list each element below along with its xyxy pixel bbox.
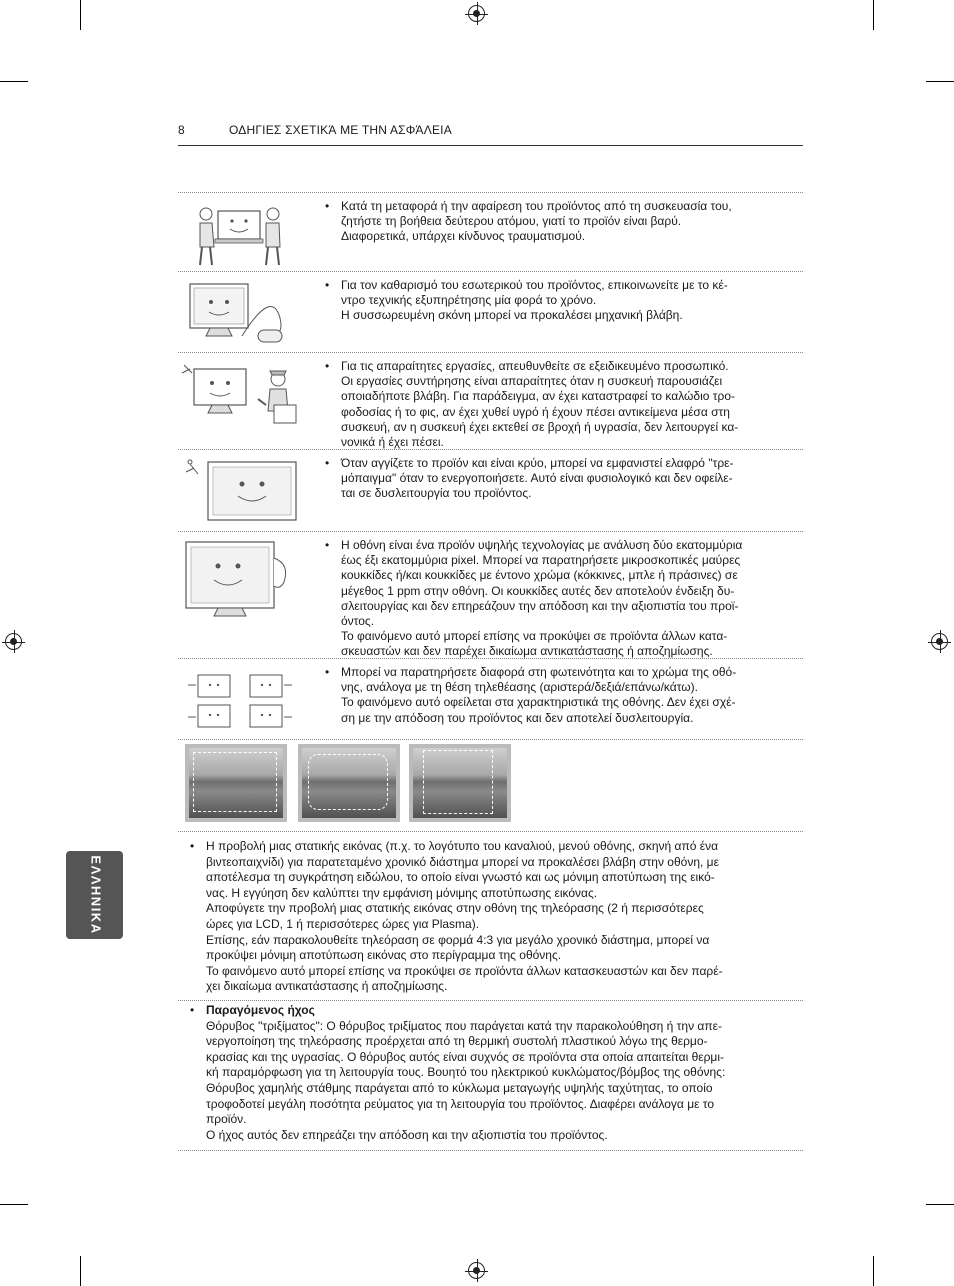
text-line: ται σε δυσλειτουργία του προϊόντος. <box>341 486 532 501</box>
retention-frame <box>308 754 388 810</box>
registration-mark-icon <box>931 633 948 650</box>
text-line: ντρο τεχνικής εξυπηρέτησης μία φορά το χρόνο. <box>341 293 597 308</box>
text-line: • Όταν αγγίζετε το προϊόν και είναι κρύο, μπορεί να εμφανιστεί ελαφρό "τρε- <box>341 456 734 470</box>
registration-mark-icon <box>468 1262 485 1279</box>
text-line: προκύψει μόνιμη αποτύπωση εικόνας στο περίγραμμα της οθόνης. <box>206 948 562 963</box>
safety-row <box>178 449 803 532</box>
text-line: Το φαινόμενο αυτό οφείλεται στα χαρακτηριστικά της οθόνης. Δεν έχει σχέ- <box>341 695 736 710</box>
safety-row <box>178 658 803 740</box>
safety-row <box>178 271 803 353</box>
text-line: • Μπορεί να παρατηρήσετε διαφορά στη φωτεινότητα και το χρώμα της οθό- <box>341 665 737 679</box>
text-line: Το φαινόμενο αυτό μπορεί επίσης να προκύψει σε προϊόντα άλλων κατα- <box>341 629 728 644</box>
text-line: όντος. <box>341 614 375 629</box>
text-line: βιντεοπαιχνίδι) για παρατεταμένο χρονικό διάστημα μπορεί να προκαλέσει βλάβη στην οθόνη, με <box>206 854 719 869</box>
language-tab-label: ΕΛΛΗΝΙΚΑ <box>88 855 104 935</box>
noise-heading: • Παραγόμενος ήχος <box>206 1003 315 1017</box>
text-line: Επίσης, εάν παρακολουθείτε τηλεόραση σε φορμά 4:3 για μεγάλο χρονικό διάστημα, μπορεί να <box>206 932 710 947</box>
noise-section <box>190 1003 802 1143</box>
crop-mark <box>80 0 81 30</box>
tv-viewing-angles-icon <box>180 665 298 735</box>
text-line: αποτέλεσμα τη συγκράτηση ειδώλου, το οποίο είναι γνωστό και ως μόνιμη αποτύπωση της εικό- <box>206 870 715 885</box>
text-line: ζητήστε τη βοήθεια δεύτερου ατόμου, γιατί το προϊόν είναι βαρύ. <box>341 214 682 229</box>
divider <box>178 739 803 740</box>
divider <box>178 1000 803 1001</box>
text-line: ώρες για LCD, 1 ή περισσότερες ώρες για Plasma). <box>206 916 480 931</box>
safety-text <box>325 278 801 324</box>
safety-row <box>178 352 803 450</box>
crop-mark <box>80 1256 81 1286</box>
text-line: Αποφύγετε την προβολή μιας στατικής εικόνας στην οθόνη της τηλεόρασης (2 ή περισσότερες <box>206 901 704 916</box>
language-tab <box>66 851 123 939</box>
text-line: Ο ήχος αυτός δεν επηρεάζει την απόδοση και την αξιοπιστία του προϊόντος. <box>206 1127 608 1142</box>
text-line: • Η οθόνη είναι ένα προϊόν υψηλής τεχνολογίας με ανάλυση δύο εκατομμύρια <box>341 538 743 552</box>
text-line: νης, ανάλογα με τη θέση τηλεθέασης (αριστερά/δεξιά/επάνω/κάτω). <box>341 680 698 695</box>
page-title: ΟΔΗΓΙΕΣ ΣΧΕΤΙΚΆ ΜΕ ΤΗΝ ΑΣΦΆΛΕΙΑ <box>229 123 452 137</box>
text-line: προϊόν. <box>206 1112 247 1127</box>
text-line: ση με την απόδοση του προϊόντος και δεν αποτελεί δυσλειτουργία. <box>341 710 694 725</box>
text-line: Διαφορετικά, υπάρχει κίνδυνος τραυματισμού. <box>341 229 586 244</box>
crop-mark <box>0 1204 28 1205</box>
crop-mark <box>873 1256 874 1286</box>
crop-mark <box>873 0 874 30</box>
safety-text <box>325 665 801 726</box>
text-line: Η συσσωρευμένη σκόνη μπορεί να προκαλέσει μηχανική βλάβη. <box>341 308 683 323</box>
retention-frame <box>423 750 493 814</box>
safety-row <box>178 192 803 272</box>
text-line: χει δικαίωμα αντικατάστασης ή αποζημίωσης. <box>206 979 448 994</box>
text-line: τροφοδοτεί μεγάλη ποσότητα ρεύματος για τη λειτουργία του προϊόντος. Διαφέρει ανάλογα με το <box>206 1096 715 1111</box>
divider <box>178 1150 803 1151</box>
text-line: νεργοποίηση της τηλεόρασης προέρχεται από τη θερμική συστολή πλαστικού λόγω της θερμο- <box>206 1034 708 1049</box>
image-retention-photo-2 <box>298 744 400 822</box>
text-line: συσκευή, αν η συσκευή έχει εκτεθεί σε βροχή ή υγρασία, δεν λειτουργεί κα- <box>341 419 739 434</box>
text-line: έως έξι εκατομμύρια pixel. Μπορεί να παρατηρήσετε μικροσκοπικές μαύρες <box>341 553 741 568</box>
text-line: Θόρυβος χαμηλής στάθμης παράγεται από το κύκλωμα μεταγωγής υψηλής ταχύτητας, το οποίο <box>206 1080 713 1095</box>
registration-mark-icon <box>468 5 485 22</box>
text-line: κρασίας και της υγρασίας. Ο θόρυβος αυτός είναι συχνός σε προϊόντα στα οποία απαιτείται θερμι- <box>206 1049 725 1064</box>
text-line: κουκκίδες ή/και κουκκίδες με έντονο χρώμα (κόκκινες, μπλε ή πράσινες) σε <box>341 568 738 583</box>
tv-technician-icon <box>180 359 298 429</box>
text-line: κή παραμόρφωση για τη λειτουργία τους. Βουητό του ηλεκτρικού κυκλώματος/βόμβος της οθόνης: <box>206 1065 726 1080</box>
static-image-warning <box>190 839 802 995</box>
text-line: φοδοσίας ή το φις, αν έχει χυθεί υγρό ή έχουν πέσει αντικείμενα μέσα στη <box>341 404 730 419</box>
text-line: σλειτουργίας και δεν επηρεάζουν την απόδοση και την αξιοπιστία του προϊ- <box>341 598 739 613</box>
text-line: νας. Η εγγύηση δεν καλύπτει την εμφάνιση μόνιμης αποτύπωσης εικόνας. <box>206 885 598 900</box>
tv-cold-touch-icon <box>180 456 298 526</box>
image-retention-photo-1 <box>185 744 287 822</box>
text-line: • Για τον καθαρισμό του εσωτερικού του προϊόντος, επικοινωνείτε με το κέ- <box>341 278 728 292</box>
retention-frame <box>193 752 277 812</box>
image-retention-photo-3 <box>409 744 511 822</box>
safety-text <box>325 538 801 660</box>
divider <box>178 831 803 832</box>
tv-vacuum-cleaner-icon <box>180 278 298 348</box>
crop-mark <box>0 81 28 82</box>
text-line: Οι εργασίες συντήρησης είναι απαραίτητες όταν η συσκευή παρουσιάζει <box>341 374 723 389</box>
text-line: οποιαδήποτε βλάβη. Για παράδειγμα, αν έχει καταστραφεί το καλώδιο τρο- <box>341 389 735 404</box>
two-people-carrying-tv-icon <box>180 199 298 269</box>
safety-text <box>325 199 801 245</box>
registration-mark-icon <box>5 633 22 650</box>
safety-row <box>178 531 803 659</box>
text-line: Το φαινόμενο αυτό μπορεί επίσης να προκύψει σε προϊόντα άλλων κατασκευαστών και δεν παρέ- <box>206 963 723 978</box>
text-line: • Κατά τη μεταφορά ή την αφαίρεση του προϊόντος από τη συσκευασία του, <box>341 199 732 213</box>
crop-mark <box>926 81 954 82</box>
page-number: 8 <box>178 123 185 137</box>
text-line: σκευαστών και δεν παρέχει δικαίωμα αντικατάστασης ή αποζημίωσης. <box>341 644 713 659</box>
text-line: μόπαιγμα" όταν το ενεργοποιήσετε. Αυτό είναι φυσιολογικό και δεν οφείλε- <box>341 471 733 486</box>
text-line: νονικά ή έχει πέσει. <box>341 435 444 450</box>
safety-text <box>325 456 801 502</box>
text-line: μέγεθος 1 ppm στην οθόνη. Οι κουκκίδες αυτές δεν αποτελούν ένδειξη δυ- <box>341 583 735 598</box>
page-header <box>178 123 803 146</box>
safety-text <box>325 359 801 450</box>
text-line: • Για τις απαραίτητες εργασίες, απευθυνθείτε σε εξειδικευμένο προσωπικό. <box>341 359 729 373</box>
text-line: Θόρυβος "τριξίματος": Ο θόρυβος τριξίματος που παράγεται κατά την παρακολούθηση ή την απε- <box>206 1018 722 1033</box>
crop-mark <box>926 1204 954 1205</box>
tv-pixel-dots-icon <box>180 538 298 624</box>
text-line: • Η προβολή μιας στατικής εικόνας (π.χ. το λογότυπο του καναλιού, μενού οθόνης, σκηνή από ένα <box>206 839 719 853</box>
